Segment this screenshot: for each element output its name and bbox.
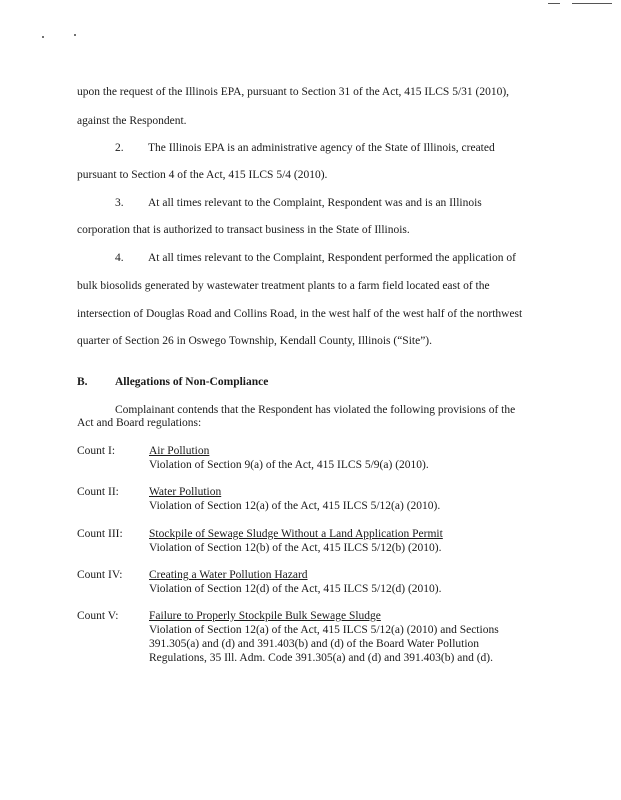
intro-line-1: Complainant contends that the Respondent has violated the following provisions of the (115, 404, 516, 416)
paragraph-2-line-2: pursuant to Section 4 of the Act, 415 ILCS 5/4 (2010). (77, 169, 328, 181)
paragraph-4-line-1: At all times relevant to the Complaint, Respondent performed the application of (148, 252, 516, 264)
scan-mark-top-right (572, 3, 612, 4)
count-3-label: Count III: (77, 528, 123, 540)
count-2-title: Water Pollution (149, 486, 222, 498)
count-1-label: Count I: (77, 445, 116, 457)
count-2-label: Count II: (77, 486, 119, 498)
section-b-letter: B. (77, 376, 88, 388)
count-1-violation: Violation of Section 9(a) of the Act, 415 ILCS 5/9(a) (2010). (149, 459, 429, 471)
count-5-violation-line-2: 391.305(a) and (d) and 391.403(b) and (d) of the Board Water Pollution (149, 638, 480, 650)
count-3-title: Stockpile of Sewage Sludge Without a Land Application Permit (149, 528, 443, 540)
count-4-label: Count IV: (77, 569, 123, 581)
section-b-title: Allegations of Non-Compliance (115, 376, 269, 388)
paragraph-1-line-2: against the Respondent. (77, 115, 187, 127)
count-5-violation-line-3: Regulations, 35 Ill. Adm. Code 391.305(a) and (d) and 391.403(b) and (d). (149, 652, 493, 664)
intro-line-2: Act and Board regulations: (77, 417, 202, 429)
count-2-violation: Violation of Section 12(a) of the Act, 415 ILCS 5/12(a) (2010). (149, 500, 441, 512)
paragraph-4-number: 4. (115, 252, 124, 264)
count-4-title: Creating a Water Pollution Hazard (149, 569, 308, 581)
count-1-title: Air Pollution (149, 445, 210, 457)
count-5-label: Count V: (77, 610, 119, 622)
paragraph-2-line-1: The Illinois EPA is an administrative agency of the State of Illinois, created (148, 142, 495, 154)
count-5-violation-line-1: Violation of Section 12(a) of the Act, 415 ILCS 5/12(a) (2010) and Sections (149, 624, 499, 636)
paragraph-4-line-2: bulk biosolids generated by wastewater treatment plants to a farm field located east of the (77, 280, 490, 292)
paragraph-4-line-4: quarter of Section 26 in Oswego Township, Kendall County, Illinois (“Site”). (77, 335, 433, 347)
scan-mark-top-right-short (548, 3, 560, 4)
paragraph-3-line-2: corporation that is authorized to transact business in the State of Illinois. (77, 224, 410, 236)
paragraph-4-line-3: intersection of Douglas Road and Collins Road, in the west half of the west half of the northwest (77, 308, 523, 320)
paragraph-1-line-1: upon the request of the Illinois EPA, pursuant to Section 31 of the Act, 415 ILCS 5/31 (2010), (77, 86, 510, 98)
paragraph-2-number: 2. (115, 142, 124, 154)
count-5-title: Failure to Properly Stockpile Bulk Sewage Sludge (149, 610, 381, 622)
count-4-violation: Violation of Section 12(d) of the Act, 415 ILCS 5/12(d) (2010). (149, 583, 442, 595)
paragraph-3-line-1: At all times relevant to the Complaint, Respondent was and is an Illinois (148, 197, 482, 209)
paragraph-3-number: 3. (115, 197, 124, 209)
count-3-violation: Violation of Section 12(b) of the Act, 415 ILCS 5/12(b) (2010). (149, 542, 442, 554)
scan-speck (74, 34, 76, 36)
scan-speck (42, 36, 44, 38)
